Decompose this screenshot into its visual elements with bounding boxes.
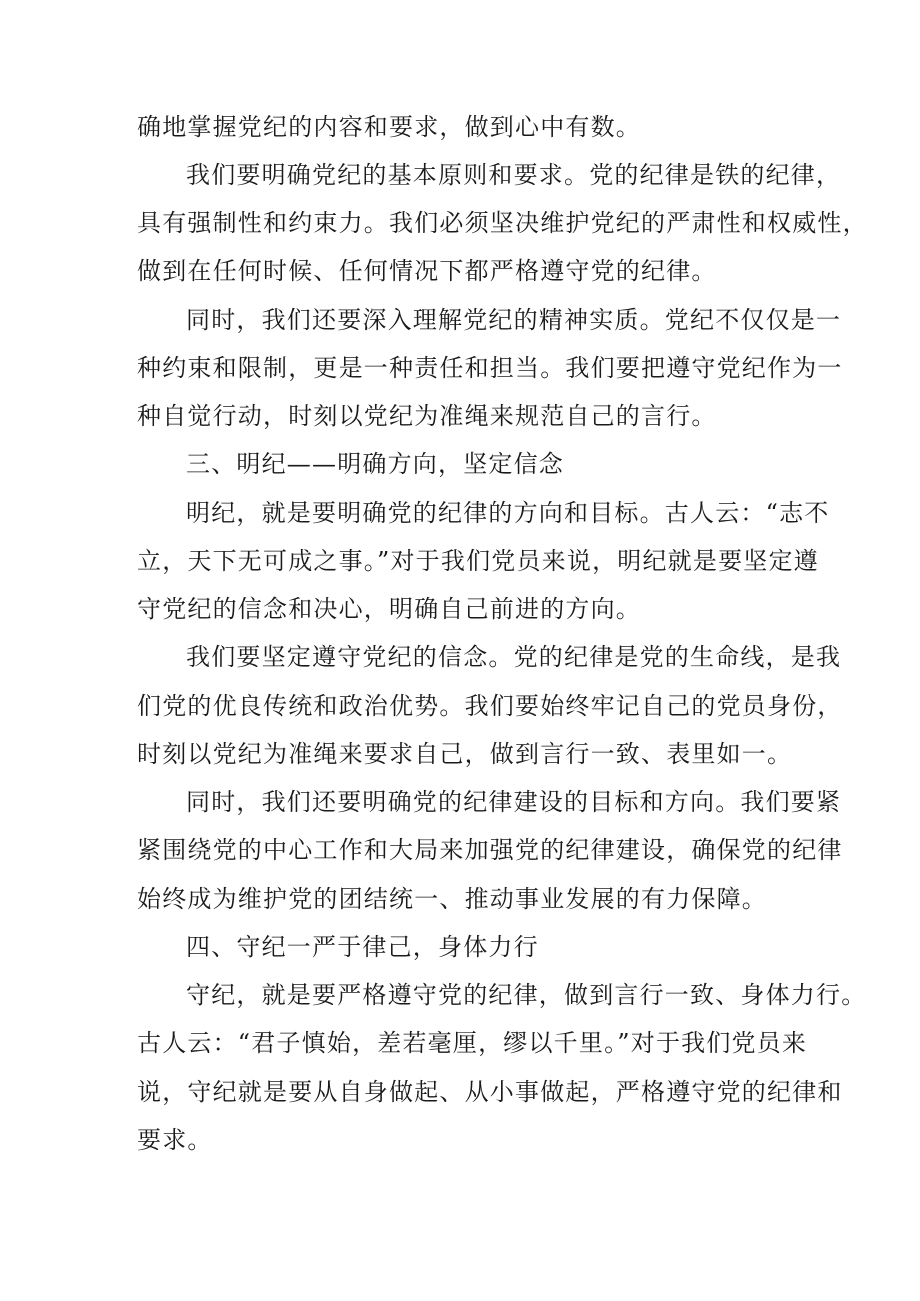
text-line: 同时，我们还要深入理解党纪的精神实质。党纪不仅仅是一 [186, 306, 842, 334]
text-line: 时刻以党纪为准绳来要求自己，做到言行一致、表里如一。 [137, 740, 793, 768]
section-heading: 四、守纪一严于律己，身体力行 [186, 933, 539, 961]
text-line: 同时，我们还要明确党的纪律建设的目标和方向。我们要紧 [186, 788, 842, 816]
text-line: 确地掌握党纪的内容和要求，做到心中有数。 [137, 113, 641, 141]
text-line: 守党纪的信念和决心，明确自己前进的方向。 [137, 595, 641, 623]
text-line: 始终成为维护党的团结统一、推动事业发展的有力保障。 [137, 885, 767, 913]
text-line: 说，守纪就是要从自身做起、从小事做起，严格遵守党的纪律和 [137, 1078, 843, 1106]
text-line: 要求。 [137, 1126, 213, 1154]
text-line: 种自觉行动，时刻以党纪为准绳来规范自己的言行。 [137, 402, 717, 430]
text-line: 古人云：“君子慎始，差若毫厘，缪以千里。”对于我们党员来 [137, 1029, 808, 1057]
text-line: 种约束和限制，更是一种责任和担当。我们要把遵守党纪作为一 [137, 354, 843, 382]
text-line: 明纪，就是要明确党的纪律的方向和目标。古人云：“志不 [186, 499, 830, 527]
section-heading: 三、明纪——明确方向，坚定信念 [186, 450, 564, 478]
text-line: 立，天下无可成之事。”对于我们党员来说，明纪就是要坚定遵 [137, 547, 819, 575]
text-line: 我们要明确党纪的基本原则和要求。党的纪律是铁的纪律， [186, 161, 842, 189]
text-line: 我们要坚定遵守党纪的信念。党的纪律是党的生命线，是我 [186, 643, 842, 671]
text-line: 做到在任何时候、任何情况下都严格遵守党的纪律。 [137, 257, 717, 285]
text-line: 紧围绕党的中心工作和大局来加强党的纪律建设，确保党的纪律 [137, 836, 843, 864]
text-line: 们党的优良传统和政治优势。我们要始终牢记自己的党员身份， [137, 692, 843, 720]
text-line: 守纪，就是要严格遵守党的纪律，做到言行一致、身体力行。 [186, 981, 867, 1009]
text-line: 具有强制性和约束力。我们必须坚决维护党纪的严肃性和权威性， [137, 209, 868, 237]
